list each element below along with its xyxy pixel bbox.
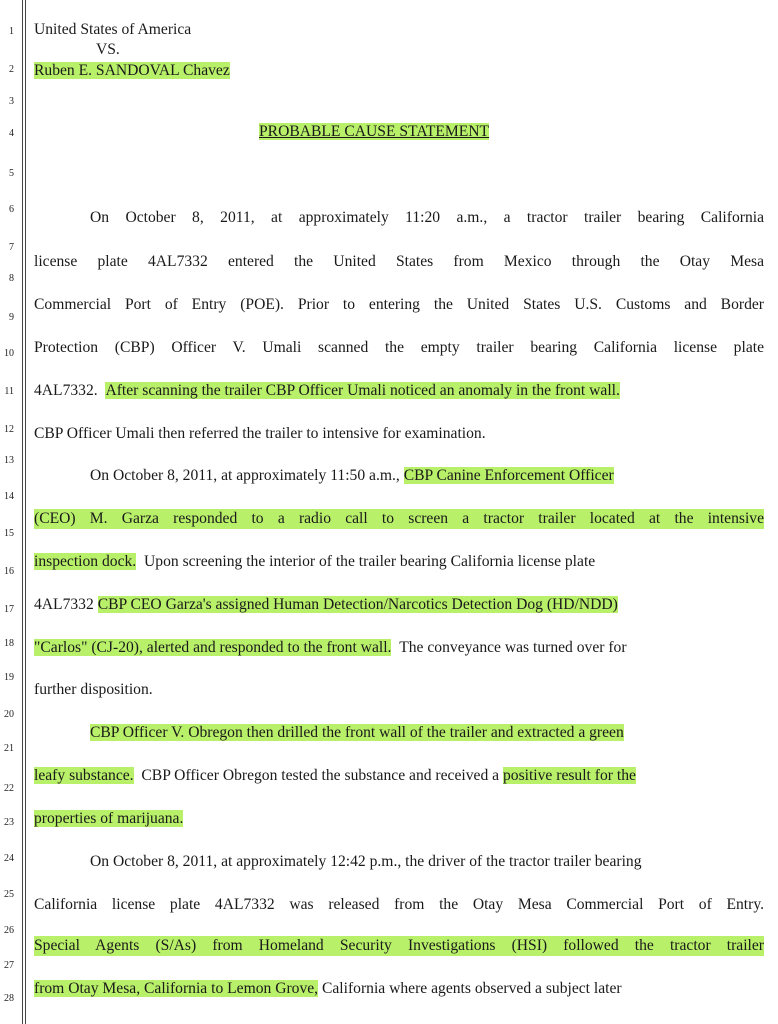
- line-number: 1: [9, 26, 14, 37]
- conveyance-text: The conveyance was turned over for: [399, 639, 627, 656]
- line-number: 21: [4, 743, 14, 754]
- highlight-positive: positive result for the: [502, 767, 636, 784]
- plate-text: 4AL7332.: [34, 382, 98, 399]
- highlight-drilled: CBP Officer V. Obregon then drilled the front wall of the trailer and extracted a green: [90, 724, 624, 741]
- highlight-alert: "Carlos" (CJ-20), alerted and responded to the front wall.: [34, 639, 392, 656]
- line-number: 10: [4, 348, 14, 359]
- line-number: 7: [9, 242, 14, 253]
- margin-rule-left: [22, 0, 23, 1024]
- highlight-canine-officer: CBP Canine Enforcement Officer: [403, 467, 614, 484]
- page-title: [259, 122, 489, 142]
- highlight-marijuana: properties of marijuana.: [34, 810, 184, 827]
- tested-text: CBP Officer Obregon tested the substance and received a: [141, 767, 500, 784]
- plate-text: 4AL7332: [34, 596, 94, 613]
- line-number: 11: [4, 386, 14, 397]
- line-number: 23: [4, 817, 14, 828]
- caption-defendant: [34, 61, 230, 81]
- line-number: 25: [4, 889, 14, 900]
- line-number: 28: [4, 993, 14, 1004]
- highlight-dog: CBP CEO Garza's assigned Human Detection/Narcotics Detection Dog (HD/NDD): [97, 596, 618, 613]
- body-line-8: Commercial Port of Entry (POE). Prior to entering the United States U.S. Customs and Border: [34, 296, 764, 313]
- body-line-18: [90, 723, 624, 743]
- line-number: 2: [9, 64, 14, 75]
- body-line-16: [34, 638, 627, 658]
- body-line-9: Protection (CBP) Officer V. Umali scanned the empty trailer bearing California license plate: [34, 339, 764, 356]
- body-line-14: [34, 552, 595, 572]
- body-line-7: license plate 4AL7332 entered the United States from Mexico through the Otay Mesa: [34, 253, 764, 270]
- line-number-gutter: [0, 0, 24, 1024]
- body-line-6: On October 8, 2011, at approximately 11:20 a.m., a tractor trailer bearing California: [90, 209, 764, 226]
- body-line-10: [34, 381, 620, 401]
- body-line-11: CBP Officer Umali then referred the trailer to intensive for examination.: [34, 425, 486, 442]
- body-line-20: [34, 809, 183, 829]
- line-number: 22: [4, 783, 14, 794]
- highlight-substance: leafy substance.: [34, 767, 134, 784]
- line-number: 26: [4, 925, 14, 936]
- margin-rule-right: [25, 0, 26, 1024]
- line-number: 6: [9, 204, 14, 215]
- body-line-12: [90, 466, 614, 486]
- line-number: 19: [4, 672, 14, 683]
- body-line-15: [34, 595, 618, 615]
- line-number: 16: [4, 566, 14, 577]
- caption-vs: VS.: [96, 41, 120, 58]
- line-number: 3: [9, 96, 14, 107]
- body-line-23: Special Agents (S/As) from Homeland Security Investigations (HSI) followed the tractor trailer: [34, 937, 764, 954]
- line-number: 4: [9, 128, 14, 139]
- line-number: 27: [4, 960, 14, 971]
- caption-plaintiff: United States of America: [34, 21, 192, 38]
- line-number: 5: [9, 168, 14, 179]
- title-text: PROBABLE CAUSE STATEMENT: [259, 123, 490, 140]
- body-line-13: (CEO) M. Garza responded to a radio call to screen a tractor trailer located at the intensive: [34, 510, 764, 527]
- highlight-anomaly: After scanning the trailer CBP Officer Umali noticed an anomaly in the front wall.: [105, 382, 620, 399]
- line-number: 13: [4, 455, 14, 466]
- time-text: On October 8, 2011, at approximately 11:50 a.m.,: [90, 467, 400, 484]
- line-number: 8: [9, 273, 14, 284]
- line-number: 18: [4, 638, 14, 649]
- body-line-22: California license plate 4AL7332 was released from the Otay Mesa Commercial Port of Entry.: [34, 896, 764, 913]
- body-line-24: [34, 979, 622, 999]
- body-line-19: [34, 766, 636, 786]
- body-line-21: On October 8, 2011, at approximately 12:42 p.m., the driver of the tractor trailer bearing: [90, 853, 642, 870]
- defendant-name: Ruben E. SANDOVAL Chavez: [34, 62, 230, 79]
- line-number: 9: [9, 312, 14, 323]
- line-number: 12: [4, 424, 14, 435]
- highlight-lemon-grove: from Otay Mesa, California to Lemon Grove,: [34, 980, 319, 997]
- line-number: 14: [4, 491, 14, 502]
- highlight-dock: inspection dock.: [34, 553, 137, 570]
- line-number: 24: [4, 853, 14, 864]
- line-number: 17: [4, 604, 14, 615]
- line-number: 20: [4, 709, 14, 720]
- line-number: 15: [4, 528, 14, 539]
- screening-text: Upon screening the interior of the trailer bearing California license plate: [144, 553, 596, 570]
- body-line-17: further disposition.: [34, 681, 153, 698]
- observed-text: California where agents observed a subject later: [321, 980, 622, 997]
